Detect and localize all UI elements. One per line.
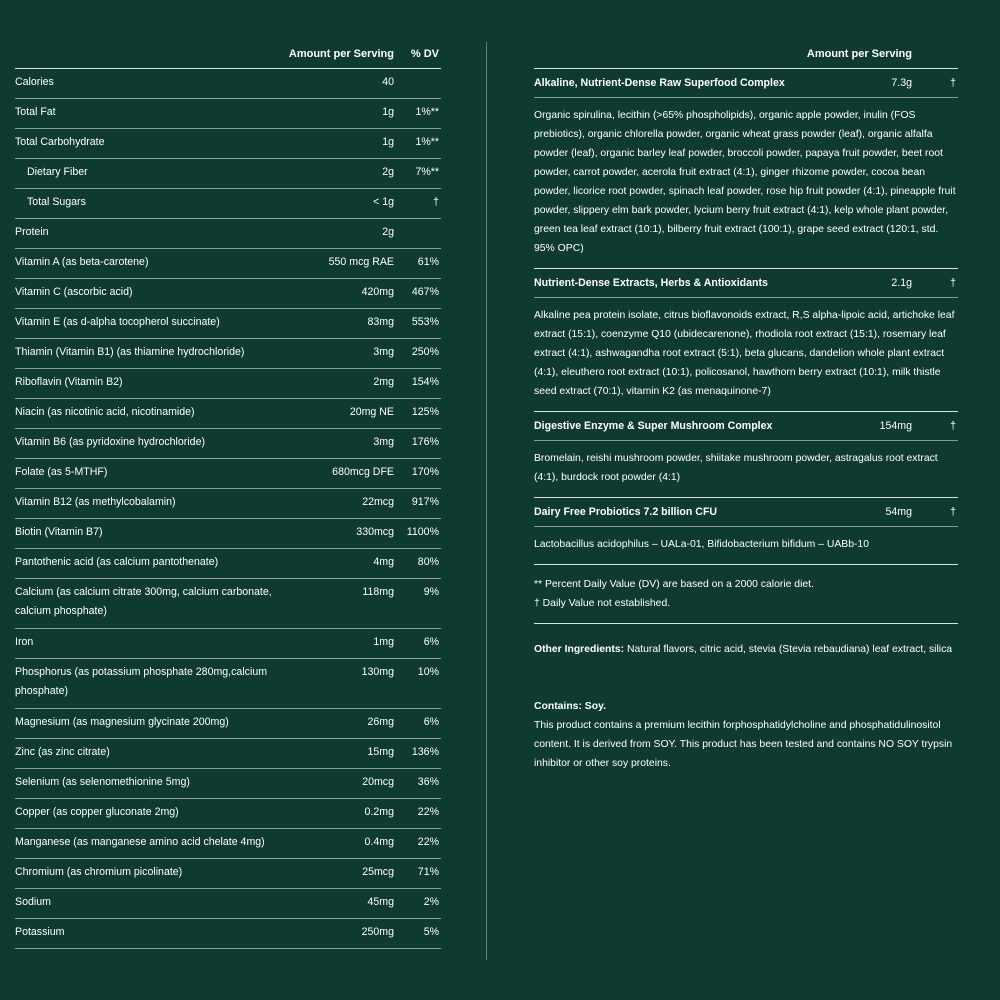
nutrient-amount: 45mg [367,896,394,908]
nutrient-name: Calcium (as calcium citrate 300mg, calcium carbonate, calcium phosphate) [15,586,272,617]
nutrient-table [15,68,441,949]
nutrient-amount: 83mg [367,316,394,328]
nutrient-daily-value: 61% [417,256,439,268]
nutrient-row [15,709,441,739]
blend-dagger: † [950,420,956,432]
blend-dagger: † [950,506,956,518]
nutrient-row [15,309,441,339]
nutrient-daily-value: 7%** [415,166,439,178]
nutrient-name: Iron [15,636,34,648]
nutrient-row [15,69,441,99]
supplement-facts-left-column [15,40,441,949]
nutrient-name: Protein [15,226,49,238]
blend-amount: 7.3g [891,77,912,89]
contains-label: Contains: Soy. [534,701,606,712]
nutrient-amount: 118mg [362,586,394,598]
nutrient-name: Total Sugars [27,196,86,208]
nutrient-amount: 40 [382,76,394,88]
nutrient-row [15,659,441,709]
nutrient-row [15,629,441,659]
nutrient-daily-value: 22% [417,806,439,818]
footnote-dv: ** Percent Daily Value (DV) are based on a 2000 calorie diet. [534,579,814,590]
nutrient-row [15,739,441,769]
blend-heading [534,497,958,527]
blend-amount: 154mg [879,420,912,432]
nutrient-row [15,129,441,159]
nutrient-name: Riboflavin (Vitamin B2) [15,376,123,388]
nutrient-name: Vitamin C (ascorbic acid) [15,286,133,298]
nutrient-row [15,279,441,309]
nutrient-daily-value: 125% [411,406,439,418]
nutrient-daily-value: 467% [411,286,439,298]
nutrient-amount: 1mg [373,636,394,648]
other-ingredients [534,624,958,659]
nutrient-row [15,549,441,579]
blend-heading [534,68,958,98]
nutrient-row [15,429,441,459]
blend-title: Alkaline, Nutrient-Dense Raw Superfood Complex [534,77,785,89]
nutrient-daily-value: 1%** [415,106,439,118]
nutrient-name: Biotin (Vitamin B7) [15,526,103,538]
other-ingredients-label: Other Ingredients: [534,644,625,655]
blend-ingredients: Lactobacillus acidophilus – UALa-01, Bifidobacterium bifidum – UABb-10 [534,539,869,550]
nutrient-name: Folate (as 5-MTHF) [15,466,108,478]
nutrient-amount: 3mg [373,436,394,448]
nutrient-name: Vitamin A (as beta-carotene) [15,256,149,268]
nutrient-row [15,919,441,949]
blend-title: Nutrient-Dense Extracts, Herbs & Antioxidants [534,277,768,289]
nutrient-amount: 3mg [373,346,394,358]
nutrient-amount: 1g [382,136,394,148]
nutrient-amount: 680mcg DFE [332,466,394,478]
nutrient-amount: 26mg [367,716,394,728]
nutrient-name: Selenium (as selenomethionine 5mg) [15,776,190,788]
nutrient-amount: 250mg [361,926,394,938]
nutrient-daily-value: 10% [417,666,439,678]
nutrient-row [15,859,441,889]
nutrient-amount: 130mg [361,666,394,678]
nutrient-name: Pantothenic acid (as calcium pantothenate) [15,556,219,568]
nutrient-row [15,889,441,919]
nutrient-amount: 4mg [373,556,394,568]
nutrient-name: Dietary Fiber [27,166,88,178]
nutrient-daily-value: 22% [417,836,439,848]
nutrient-daily-value: 6% [423,636,439,648]
nutrient-name: Calories [15,76,54,88]
nutrient-row [15,459,441,489]
nutrient-row [15,489,441,519]
nutrient-daily-value: † [433,196,439,208]
nutrient-amount: 22mcg [362,496,394,508]
allergen-statement [534,659,958,773]
blend-dagger: † [950,277,956,289]
nutrient-daily-value: 136% [411,746,439,758]
nutrient-daily-value: 170% [411,466,439,478]
blend-ingredients: Alkaline pea protein isolate, citrus bioflavonoids extract, R,S alpha-lipoic acid, artichoke leaf extract (15:1), coenzyme Q10 (ubidecarenone), rhodiola root extract (15:1), rosemary leaf extract (4:1), ashwagandha root extract (5:1), beta glucans, dandelion whole plant extract (4:1), eleuthero root extract (10:1), policosanol, hawthorn berry extract (10:1), milk thistle seed extract (70:1), vitamin K2 (as menaquinone-7) [534,310,955,397]
nutrient-row [15,829,441,859]
nutrient-amount: 2g [382,226,394,238]
other-ingredients-text: Natural flavors, citric acid, stevia (Stevia rebaudiana) leaf extract, silica [624,644,953,655]
blend-heading [534,411,958,441]
nutrient-daily-value: 917% [411,496,439,508]
nutrient-daily-value: 71% [417,866,439,878]
right-table-header [534,40,958,68]
nutrient-name: Chromium (as chromium picolinate) [15,866,183,878]
nutrient-daily-value: 250% [411,346,439,358]
nutrient-amount: 20mg NE [349,406,394,418]
amount-per-serving-heading: Amount per Serving [806,48,912,60]
nutrient-name: Vitamin B6 (as pyridoxine hydrochloride) [15,436,205,448]
nutrient-amount: 420mg [361,286,394,298]
nutrient-name: Total Carbohydrate [15,136,105,148]
blend-ingredients: Organic spirulina, lecithin (>65% phospholipids), organic apple powder, inulin (FOS prebiotics), organic chlorella powder, organic wheat grass powder (leaf), organic alfalfa powder (leaf), organic barley leaf powder, broccoli powder, papaya fruit powder, beet root powder, carrot powder, acerola fruit extract (4:1), ginger rhizome powder, cocoa bean powder, licorice root powder, spinach leaf powder, rose hip fruit powder (4:1), pineapple fruit powder, slippery elm bark powder, lycium berry fruit extract (4:1), kelp whole plant powder, green tea leaf extract (10:1), bilberry fruit extract (100:1), grape seed extract (120:1, std. 95% OPC) [534,110,956,254]
nutrient-daily-value: 176% [411,436,439,448]
nutrient-daily-value: 36% [417,776,439,788]
nutrient-row [15,99,441,129]
nutrient-name: Sodium [15,896,51,908]
column-divider [486,42,487,960]
nutrient-name: Total Fat [15,106,56,118]
blend-title: Dairy Free Probiotics 7.2 billion CFU [534,506,718,518]
nutrient-daily-value: 553% [411,316,439,328]
footnotes [534,564,958,624]
nutrient-amount: 2mg [373,376,394,388]
nutrient-row [15,159,441,189]
blend-amount: 2.1g [891,277,912,289]
nutrient-daily-value: 1%** [415,136,439,148]
nutrient-amount: 330mcg [356,526,394,538]
nutrient-daily-value: 154% [411,376,439,388]
nutrient-daily-value: 80% [417,556,439,568]
daily-value-heading: % DV [410,48,439,60]
blend-title: Digestive Enzyme & Super Mushroom Complex [534,420,773,432]
blend-amount: 54mg [885,506,912,518]
nutrient-amount: 550 mcg RAE [328,256,394,268]
nutrient-name: Magnesium (as magnesium glycinate 200mg) [15,716,229,728]
contains-text: This product contains a premium lecithin forphosphatidylcholine and phosphatidulinositol content. It is derived from SOY. This product has been tested and contains NO SOY trypsin inhibitor or other soy proteins. [534,720,953,769]
nutrient-amount: 0.2mg [364,806,394,818]
nutrient-row [15,369,441,399]
nutrient-amount: 20mcg [362,776,394,788]
nutrient-row [15,219,441,249]
nutrient-daily-value: 2% [423,896,439,908]
nutrient-amount: 25mcg [362,866,394,878]
nutrient-amount: 1g [382,106,394,118]
nutrient-row [15,339,441,369]
nutrient-name: Phosphorus (as potassium phosphate 280mg,calcium phosphate) [15,666,268,697]
nutrient-name: Manganese (as manganese amino acid chelate 4mg) [15,836,265,848]
nutrient-name: Zinc (as zinc citrate) [15,746,110,758]
nutrient-amount: 15mg [367,746,394,758]
nutrient-daily-value: 5% [423,926,439,938]
nutrient-name: Copper (as copper gluconate 2mg) [15,806,179,818]
nutrient-amount: 0.4mg [364,836,394,848]
nutrient-name: Thiamin (Vitamin B1) (as thiamine hydrochloride) [15,346,245,358]
nutrient-row [15,189,441,219]
nutrient-amount: 2g [382,166,394,178]
nutrient-row [15,249,441,279]
nutrient-daily-value: 9% [423,586,439,598]
nutrient-row [15,769,441,799]
blend-sections [534,68,958,564]
nutrient-daily-value: 1100% [406,526,439,538]
amount-per-serving-heading: Amount per Serving [288,48,394,60]
left-table-header [15,40,441,68]
nutrient-row [15,519,441,549]
supplement-facts-right-column [534,40,958,773]
footnote-dagger: † Daily Value not established. [534,598,671,609]
nutrient-daily-value: 6% [423,716,439,728]
nutrient-name: Potassium [15,926,65,938]
blend-heading [534,268,958,298]
nutrient-row [15,579,441,629]
nutrient-row [15,799,441,829]
blend-ingredients: Bromelain, reishi mushroom powder, shiitake mushroom powder, astragalus root extract (4:1), burdock root powder (4:1) [534,453,938,483]
nutrient-name: Niacin (as nicotinic acid, nicotinamide) [15,406,195,418]
nutrient-name: Vitamin B12 (as methylcobalamin) [15,496,176,508]
blend-dagger: † [950,77,956,89]
nutrient-amount: < 1g [373,196,394,208]
nutrient-row [15,399,441,429]
nutrient-name: Vitamin E (as d-alpha tocopherol succinate) [15,316,220,328]
